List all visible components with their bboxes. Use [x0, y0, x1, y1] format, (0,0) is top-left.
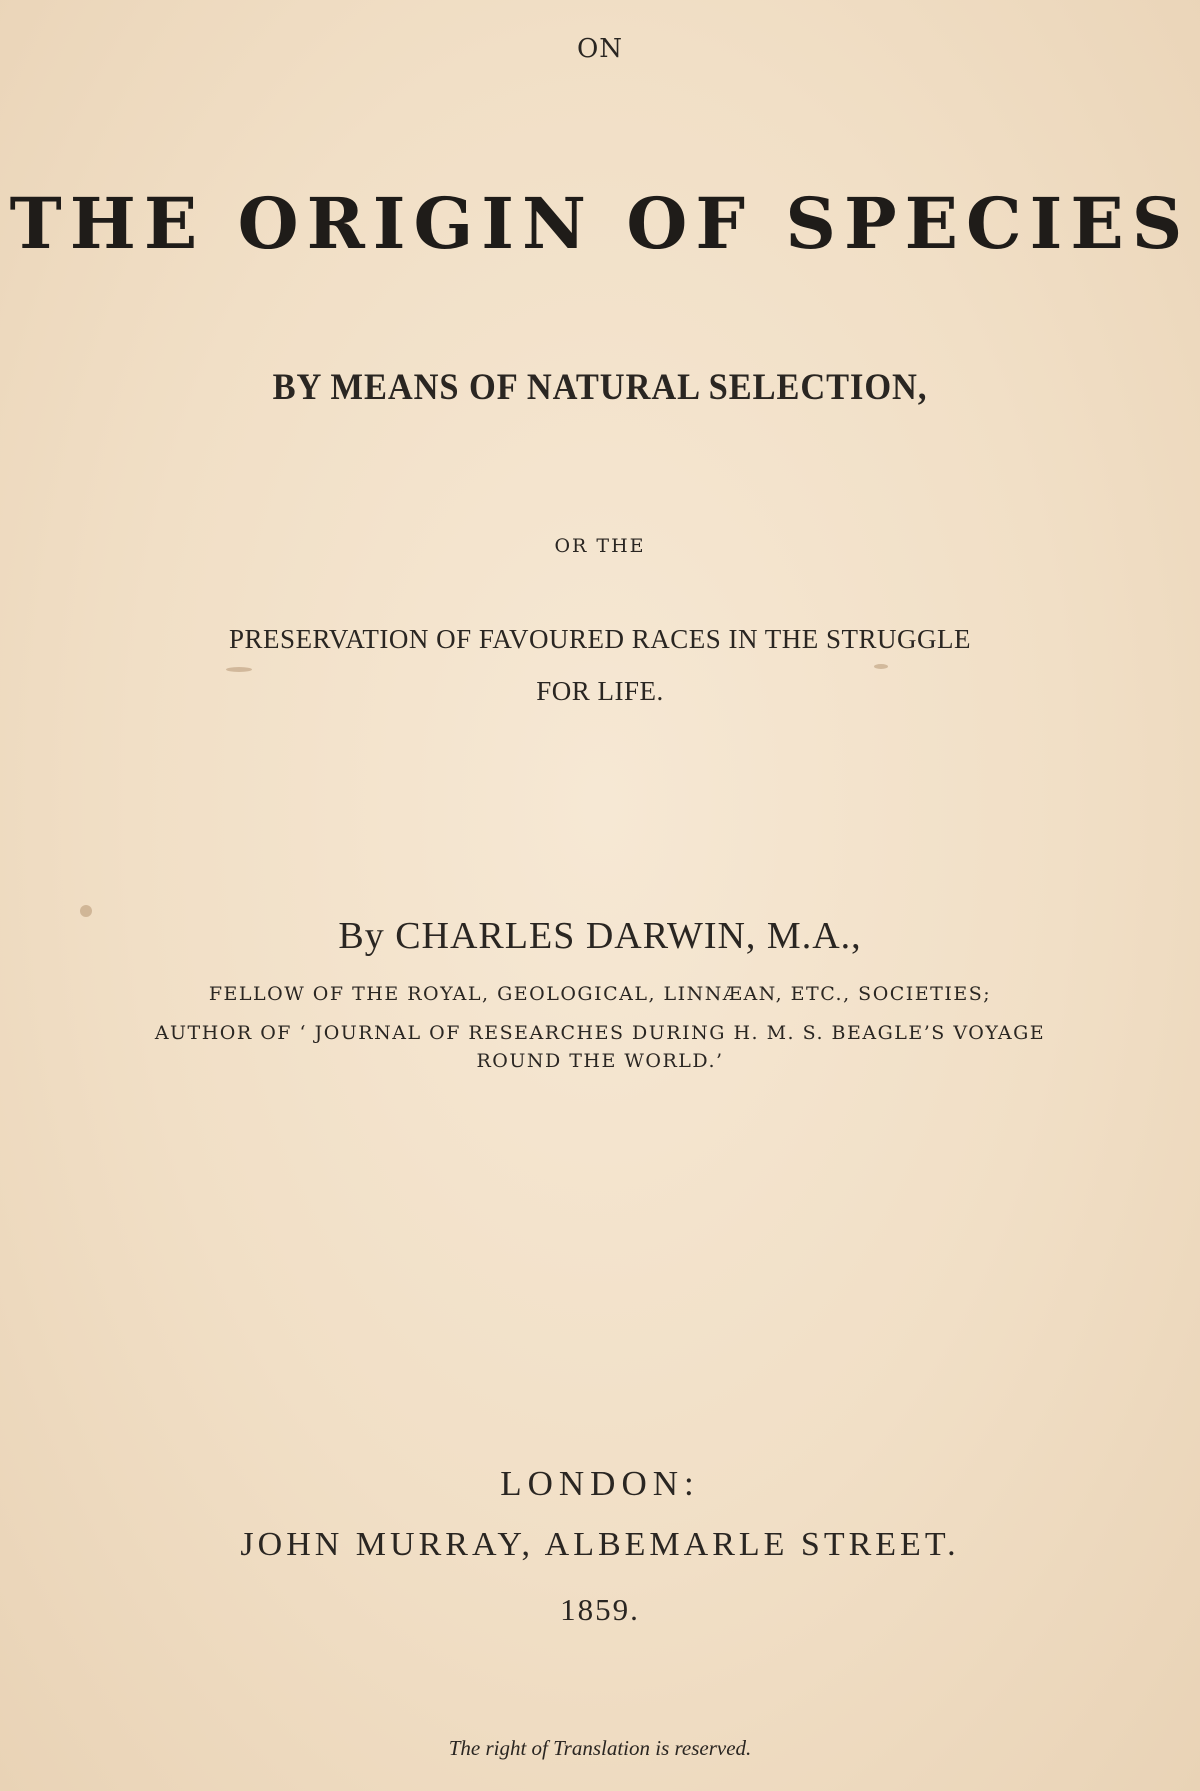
- rights-notice: The right of Translation is reserved.: [448, 1736, 752, 1760]
- author-credentials: FELLOW OF THE ROYAL, GEOLOGICAL, LINNÆAN, ETC., SOCIETIES;: [208, 983, 992, 1005]
- preposition-on: ON: [576, 34, 624, 64]
- paper-stain: [226, 667, 252, 672]
- alternate-title-line-2: FOR LIFE.: [536, 676, 664, 706]
- author-line: By CHARLES DARWIN, M.A.,: [338, 915, 862, 957]
- or-the: OR THE: [554, 535, 646, 557]
- publication-year: 1859.: [560, 1592, 640, 1627]
- book-subtitle: BY MEANS OF NATURAL SELECTION,: [272, 367, 928, 408]
- alternate-title-line-1: PRESERVATION OF FAVOURED RACES IN THE STRUGGLE: [229, 624, 971, 654]
- author-works-line-1: AUTHOR OF ‘ JOURNAL OF RESEARCHES DURING H. M. S. BEAGLE’S VOYAGE: [154, 1022, 1046, 1044]
- publication-city: LONDON:: [500, 1464, 700, 1503]
- publisher: JOHN MURRAY, ALBEMARLE STREET.: [240, 1526, 960, 1563]
- paper-stain: [874, 664, 888, 669]
- author-works-line-2: ROUND THE WORLD.’: [476, 1050, 724, 1072]
- book-title: THE ORIGIN OF SPECIES: [9, 182, 1191, 265]
